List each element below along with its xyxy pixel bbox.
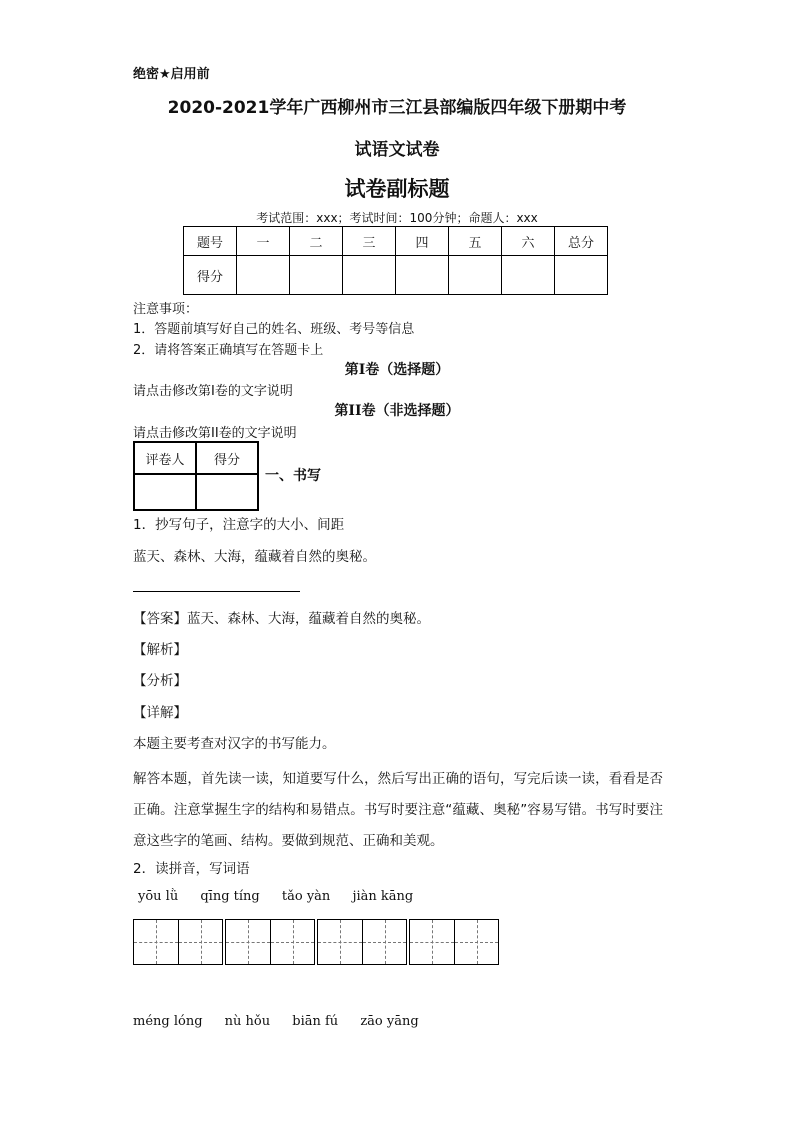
pinyin-word: biān fú xyxy=(292,1014,339,1029)
score-entry-cell[interactable] xyxy=(555,256,608,295)
score-table xyxy=(183,226,608,295)
score-cell: 题号 xyxy=(184,227,237,256)
section-heading: 一、书写 xyxy=(265,468,321,484)
pinyin-word: zāo yāng xyxy=(360,1014,419,1029)
writing-grid xyxy=(133,919,501,965)
volume-2-title: 第II卷（非选择题） xyxy=(334,403,460,419)
pinyin-word: qīng tíng xyxy=(200,889,260,904)
pinyin-row-2 xyxy=(133,1014,437,1029)
exam-subtitle: 试卷副标题 xyxy=(344,177,450,201)
score-cell: 五 xyxy=(449,227,502,256)
confidential-label: 绝密★启用前 xyxy=(133,67,210,82)
volume-1-title: 第I卷（选择题） xyxy=(344,362,450,378)
score-cell: 得分 xyxy=(184,256,237,295)
score-cell: 三 xyxy=(343,227,396,256)
score-entry-cell[interactable] xyxy=(396,256,449,295)
score-table-header-row xyxy=(184,227,608,256)
score-cell: 二 xyxy=(290,227,343,256)
explanation-paragraph: 解答本题，首先读一读，知道要写什么，然后写出正确的语句，写完后读一读，看看是否正确。注意掌握生字的结构和易错点。书写时要注意“蕴藏、奥秘”容易写错。书写时要注意这些字的笔画、结构。要做到规范、正确和美观。 xyxy=(133,771,663,849)
question-1-sentence: 蓝天、森林、大海，蕴藏着自然的奥秘。 xyxy=(133,549,376,565)
score-entry-cell[interactable] xyxy=(237,256,290,295)
tianzige-cell[interactable] xyxy=(178,920,222,964)
volume-1-description[interactable]: 请点击修改第I卷的文字说明 xyxy=(133,384,293,399)
tianzige-cell[interactable] xyxy=(318,920,362,964)
pinyin-word: tǎo yàn xyxy=(281,889,331,904)
score-cell: 一 xyxy=(237,227,290,256)
volume-2-description[interactable]: 请点击修改第II卷的文字说明 xyxy=(133,426,297,441)
answer-line[interactable] xyxy=(133,591,300,592)
grader-table xyxy=(133,441,259,511)
detail-label: 【详解】 xyxy=(133,705,187,721)
exam-info: 考试范围：xxx；考试时间：100分钟；命题人：xxx xyxy=(256,211,538,225)
tianzige-cell[interactable] xyxy=(362,920,406,964)
pinyin-word: méng lóng xyxy=(133,1014,203,1029)
answer-text: 【答案】蓝天、森林、大海，蕴藏着自然的奥秘。 xyxy=(133,611,430,627)
tianzige-cell[interactable] xyxy=(226,920,270,964)
tianzige-cell[interactable] xyxy=(134,920,178,964)
exam-title-line-1: 2020-2021学年广西柳州市三江县部编版四年级下册期中考 xyxy=(167,98,627,118)
grader-label: 评卷人 xyxy=(134,442,196,474)
pinyin-word: jiàn kāng xyxy=(352,889,414,904)
score-entry-cell[interactable] xyxy=(449,256,502,295)
grader-entry-row xyxy=(134,474,258,510)
tianzige-cell[interactable] xyxy=(410,920,454,964)
tianzige-cell[interactable] xyxy=(454,920,498,964)
word-box[interactable] xyxy=(317,919,407,965)
exam-title-line-2: 试语文试卷 xyxy=(354,140,440,160)
fenxi-label: 【分析】 xyxy=(133,673,187,689)
score-table-score-row xyxy=(184,256,608,295)
pinyin-word: nù hǒu xyxy=(224,1014,271,1029)
question-2-prompt: 2．读拼音，写词语 xyxy=(133,861,250,877)
tianzige-cell[interactable] xyxy=(270,920,314,964)
pinyin-word: yōu lǜ xyxy=(138,889,179,904)
analysis-label: 【解析】 xyxy=(133,642,187,658)
notes-item: 2．请将答案正确填写在答题卡上 xyxy=(133,343,324,358)
grader-score-label: 得分 xyxy=(196,442,258,474)
explanation-line: 本题主要考查对汉字的书写能力。 xyxy=(133,736,336,752)
score-entry-cell[interactable] xyxy=(502,256,555,295)
grader-header-row xyxy=(134,442,258,474)
grader-entry-cell[interactable] xyxy=(196,474,258,510)
grader-entry-cell[interactable] xyxy=(134,474,196,510)
score-cell: 总分 xyxy=(555,227,608,256)
notes-heading: 注意事项： xyxy=(133,302,199,317)
score-cell: 六 xyxy=(502,227,555,256)
notes-item: 1．答题前填写好自己的姓名、班级、考号等信息 xyxy=(133,322,415,337)
word-box[interactable] xyxy=(225,919,315,965)
score-entry-cell[interactable] xyxy=(343,256,396,295)
score-cell: 四 xyxy=(396,227,449,256)
pinyin-row-1 xyxy=(138,889,431,904)
question-1-prompt: 1．抄写句子，注意字的大小、间距 xyxy=(133,517,345,533)
word-box[interactable] xyxy=(133,919,223,965)
word-box[interactable] xyxy=(409,919,499,965)
score-entry-cell[interactable] xyxy=(290,256,343,295)
